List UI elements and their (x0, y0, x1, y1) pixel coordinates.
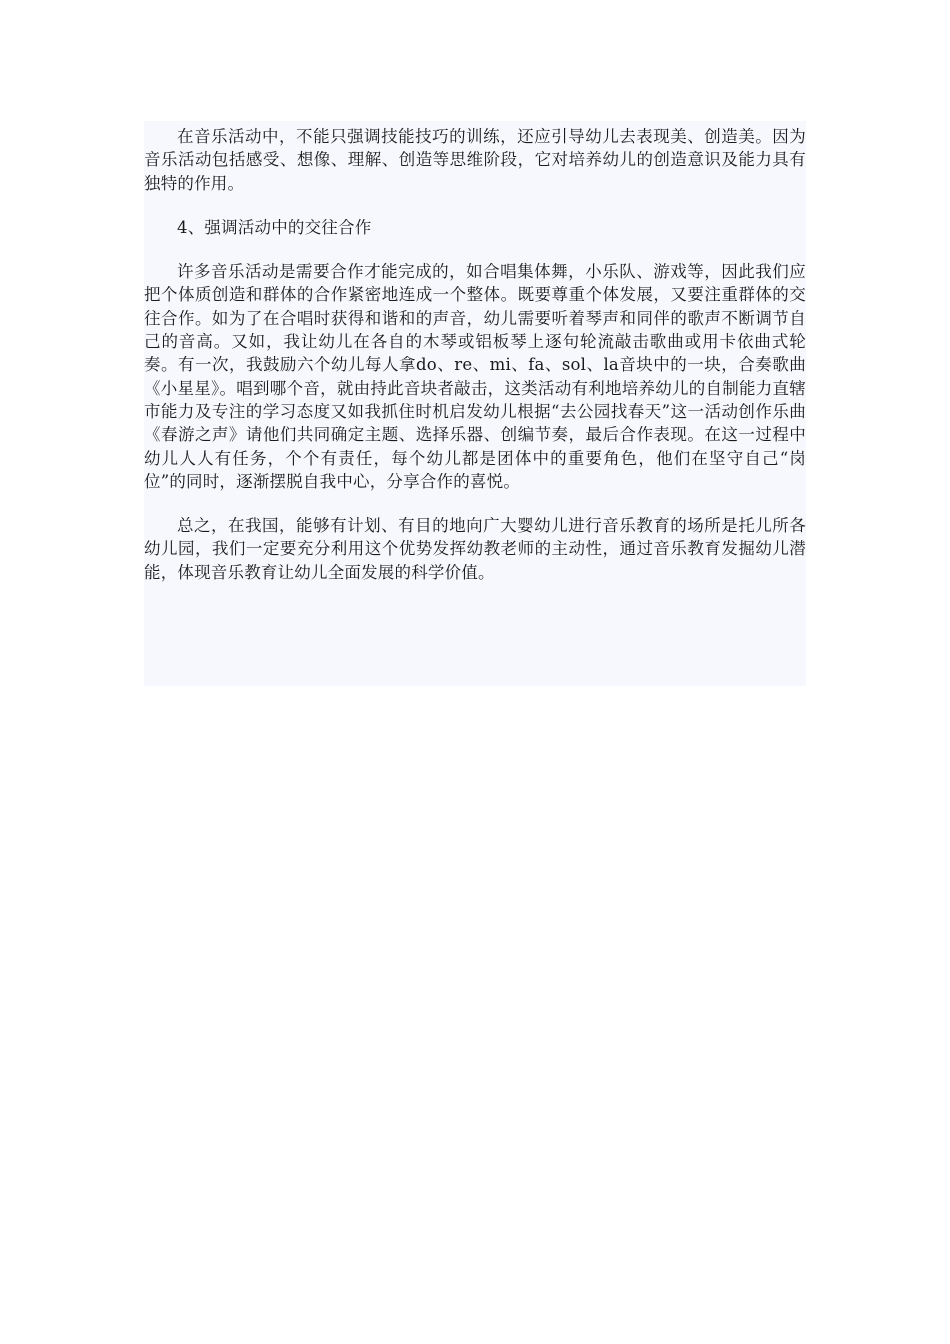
paragraph-spacer (144, 239, 806, 260)
paragraph-conclusion: 总之，在我国，能够有计划、有目的地向广大婴幼儿进行音乐教育的场所是托儿所各幼儿园，我们一定要充分利用这个优势发挥幼教老师的主动性，通过音乐教育发掘幼儿潜能，体现音乐教育让幼儿全面发展的科学价值。 (144, 516, 806, 582)
paragraph-spacer (144, 195, 806, 216)
section-heading-cooperation: 4、强调活动中的交往合作 (177, 217, 372, 237)
paragraph-spacer (144, 493, 806, 514)
paragraph-cooperation: 许多音乐活动是需要合作才能完成的，如合唱集体舞，小乐队、游戏等，因此我们应把个体质创造和群体的合作紧密地连成一个整体。既要尊重个体发展，又要注重群体的交往合作。如为了在合唱时获得和谐和的声音，幼儿需要听着琴声和同伴的歌声不断调节自己的音高。又如，我让幼儿在各自的木琴或铝板琴上逐句轮流敲击歌曲或用卡依曲式轮奏。有一次，我鼓励六个幼儿每人拿do、re、mi、fa、sol、la音块中的一块，合奏歌曲《小星星》。唱到哪个音，就由持此音块者敲击，这类活动有利地培养幼儿的自制能力直辖市能力及专注的学习态度又如我抓住时机启发幼儿根据“去公园找春天”这一活动创作乐曲《春游之声》请他们共同确定主题、选择乐器、创编节奏，最后合作表现。在这一过程中幼儿人人有任务，个个有责任，每个幼儿都是团体中的重要角色，他们在坚守自己“岗位”的同时，逐渐摆脱自我中心，分享合作的喜悦。 (144, 262, 806, 491)
paragraph-creativity: 在音乐活动中，不能只强调技能技巧的训练，还应引导幼儿去表现美、创造美。因为音乐活动包括感受、想像、理解、创造等思维阶段，它对培养幼儿的创造意识及能力具有独特的作用。 (144, 127, 806, 193)
document-text-block (144, 121, 806, 686)
